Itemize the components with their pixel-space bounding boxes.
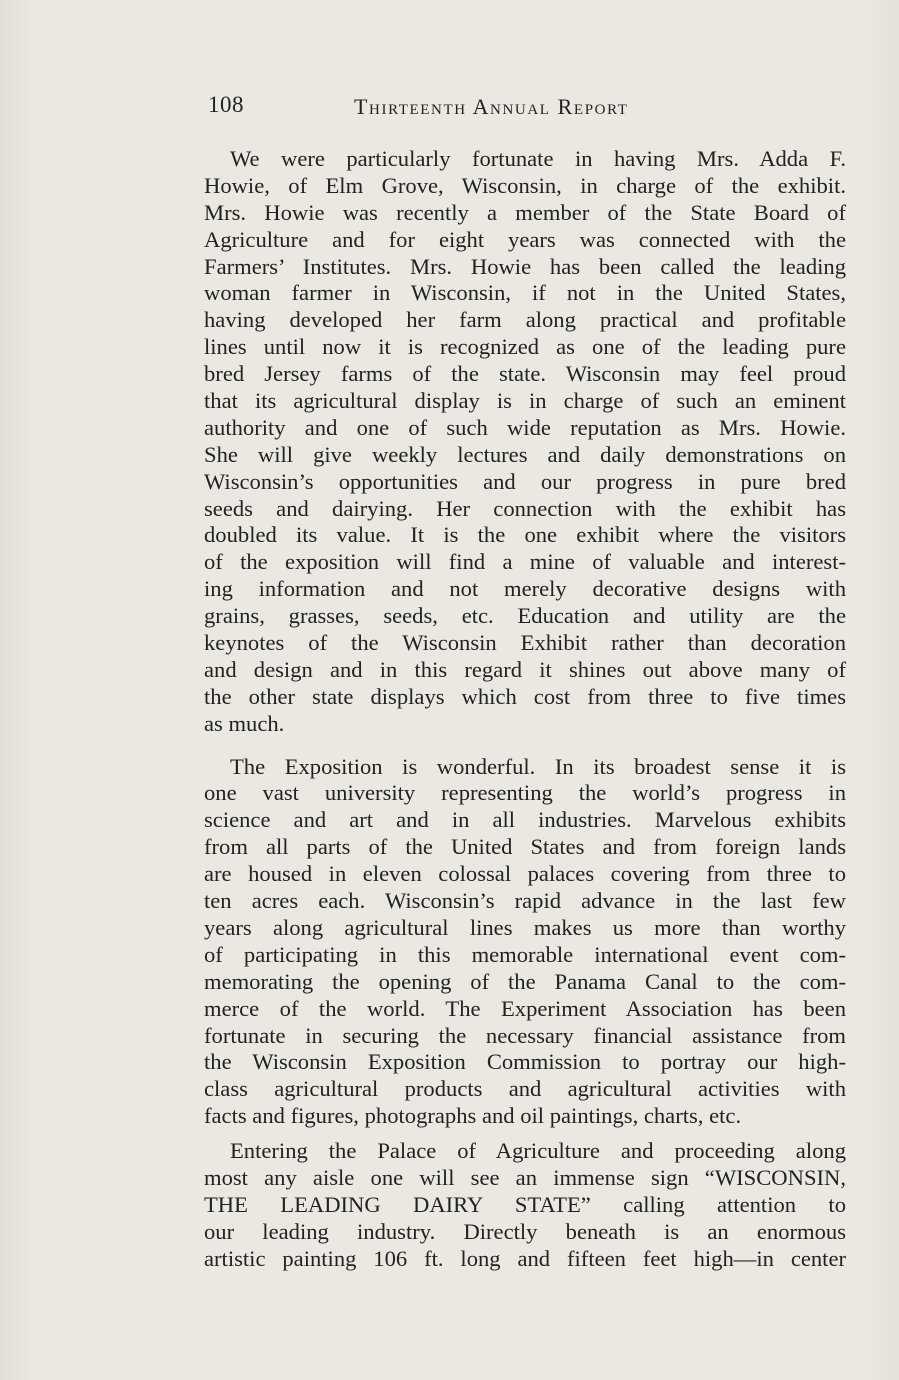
text-line: Entering the Palace of Agriculture and proceeding along (230, 1138, 846, 1164)
page-header (208, 92, 688, 126)
text-line: of participating in this memorable international event com- (204, 941, 846, 967)
text-line: Farmers’ Institutes. Mrs. Howie has been called the leading (204, 253, 846, 279)
text-line: ten acres each. Wisconsin’s rapid advance in the last few (204, 888, 846, 914)
paragraph-exhibit (204, 146, 846, 738)
paragraph-palace (204, 1138, 846, 1272)
text-line: merce of the world. The Experiment Association has been (204, 995, 846, 1021)
running-head: Thirteenth Annual Report (354, 94, 629, 119)
text-line: artistic painting 106 ft. long and fifteen feet high—in center (204, 1245, 846, 1271)
body-text (204, 146, 846, 1273)
text-line: science and art and in all industries. Marvelous exhibits (204, 807, 846, 833)
text-line: class agricultural products and agricultural activities with (204, 1076, 846, 1102)
text-line: and design and in this regard it shines out above many of (204, 656, 846, 682)
text-line: the Wisconsin Exposition Commission to portray our high- (204, 1049, 846, 1075)
text-line: having developed her farm along practical and profitable (204, 307, 846, 333)
text-line: the other state displays which cost from three to five times (204, 683, 846, 709)
text-line: years along agricultural lines makes us more than worthy (204, 914, 846, 940)
text-line: fortunate in securing the necessary financial assistance from (204, 1022, 846, 1048)
text-line: seeds and dairying. Her connection with the exhibit has (204, 495, 846, 521)
text-line: We were particularly fortunate in having Mrs. Adda F. (230, 146, 846, 171)
text-line: grains, grasses, seeds, etc. Education and utility are the (204, 603, 846, 629)
text-line: our leading industry. Directly beneath is an enormous (204, 1218, 846, 1244)
text-line: woman farmer in Wisconsin, if not in the United States, (204, 280, 846, 306)
text-line: as much. (204, 710, 285, 736)
text-line: lines until now it is recognized as one of the leading pure (204, 334, 846, 360)
text-line: memorating the opening of the Panama Canal to the com- (204, 968, 846, 994)
text-line: are housed in eleven colossal palaces covering from three to (204, 861, 846, 887)
text-line: facts and figures, photographs and oil paintings, charts, etc. (204, 1103, 742, 1129)
text-line: keynotes of the Wisconsin Exhibit rather than decoration (204, 630, 846, 656)
text-line: She will give weekly lectures and daily demonstrations on (204, 441, 846, 467)
paragraph-exposition (204, 754, 846, 1130)
text-line: ing information and not merely decorative designs with (204, 576, 846, 602)
text-line: Wisconsin’s opportunities and our progress in pure bred (204, 468, 846, 494)
text-line: Agriculture and for eight years was connected with the (204, 226, 846, 252)
text-line: THE LEADING DAIRY STATE” calling attention to (204, 1191, 846, 1217)
text-line: from all parts of the United States and from foreign lands (204, 834, 846, 860)
text-line: Mrs. Howie was recently a member of the State Board of (204, 199, 846, 225)
text-line: of the exposition will find a mine of valuable and interest- (204, 549, 846, 575)
text-line: The Exposition is wonderful. In its broadest sense it is (230, 753, 846, 779)
page-number: 108 (208, 92, 244, 117)
text-line: one vast university representing the world’s progress in (204, 780, 846, 806)
text-line: that its agricultural display is in charge of such an eminent (204, 388, 846, 414)
text-line: most any aisle one will see an immense sign “WISCONSIN, (204, 1164, 846, 1190)
text-line: authority and one of such wide reputation as Mrs. Howie. (204, 414, 846, 440)
text-line: Howie, of Elm Grove, Wisconsin, in charge of the exhibit. (204, 172, 846, 198)
text-line: bred Jersey farms of the state. Wisconsin may feel proud (204, 361, 846, 387)
text-line: doubled its value. It is the one exhibit where the visitors (204, 522, 846, 548)
